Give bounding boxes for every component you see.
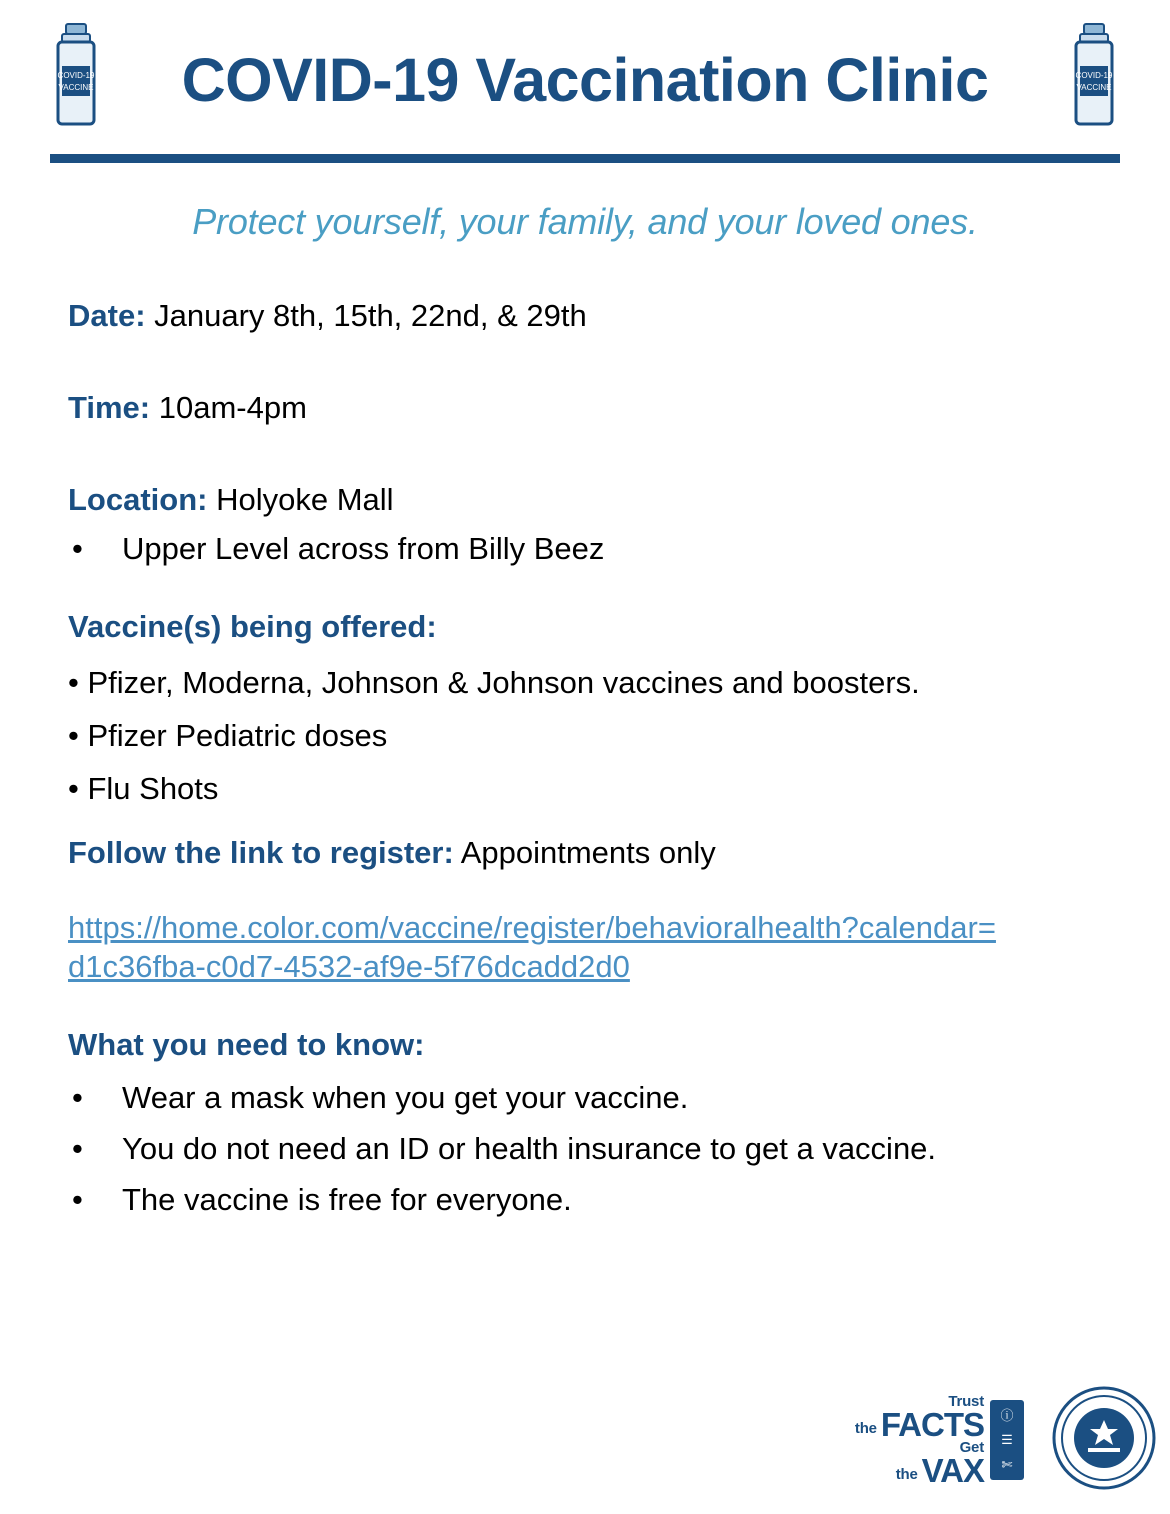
list-item: • Flu Shots: [68, 771, 219, 806]
date-row: [68, 297, 1122, 335]
need-to-know-text: Wear a mask when you get your vaccine.: [122, 1080, 689, 1116]
mask-icon: ☰: [1001, 1432, 1013, 1448]
tagline: Protect yourself, your family, and your loved ones.: [192, 201, 978, 242]
flyer-body: [48, 297, 1122, 1219]
bullet-dot-icon: •: [72, 531, 83, 567]
list-item: [68, 1130, 1122, 1169]
registration-link-continued[interactable]: d1c36fba-c0d7-4532-af9e-5f76dcadd2d0: [68, 949, 630, 985]
registration-link[interactable]: https://home.color.com/vaccine/register/behavioralhealth?calendar=: [68, 909, 996, 945]
facts-logo-text: [855, 1394, 984, 1487]
location-value: Holyoke Mall: [207, 481, 394, 517]
location-label: Location:: [68, 481, 208, 517]
need-to-know-text: You do not need an ID or health insurance to get a vaccine.: [122, 1130, 937, 1166]
massachusetts-state-seal: [1052, 1386, 1156, 1490]
time-row: [68, 389, 1122, 427]
header-divider: [50, 154, 1120, 163]
svg-text:VACCINE: VACCINE: [58, 83, 94, 92]
svg-text:COVID-19: COVID-19: [1075, 71, 1113, 80]
location-row: [68, 481, 1122, 519]
need-to-know-heading: What you need to know:: [68, 1027, 425, 1063]
footer: [0, 1382, 1170, 1492]
vaccine-vial-icon: [48, 22, 104, 130]
time-label: Time:: [68, 389, 151, 425]
info-icon: ⓘ: [1000, 1407, 1014, 1423]
need-to-know-text: The vaccine is free for everyone.: [122, 1181, 572, 1217]
facts-get-text: Get: [959, 1439, 984, 1456]
register-label: Follow the link to register:: [68, 834, 454, 870]
register-value: Appointments only: [453, 834, 716, 870]
register-row: [68, 834, 1122, 872]
list-item: [68, 530, 1122, 569]
syringe-icon: ✄: [1001, 1457, 1013, 1473]
date-value: January 8th, 15th, 22nd, & 29th: [145, 298, 587, 333]
facts-the2-text: the: [895, 1466, 918, 1484]
page-title: COVID-19 Vaccination Clinic: [181, 45, 989, 114]
location-bullet-text: Upper Level across from Billy Beez: [122, 531, 605, 567]
vaccine-vial-icon: [1066, 22, 1122, 130]
bullet-dot-icon: •: [72, 1130, 83, 1166]
list-item: • Pfizer, Moderna, Johnson & Johnson vaccines and boosters.: [68, 665, 920, 701]
facts-vax-text: VAX: [921, 1452, 984, 1489]
header: [48, 0, 1122, 150]
date-label: Date:: [68, 298, 146, 333]
facts-word-text: FACTS: [880, 1405, 984, 1443]
facts-icon-strip: [990, 1400, 1024, 1480]
svg-text:COVID-19: COVID-19: [57, 71, 95, 80]
facts-trust-text: Trust: [948, 1392, 984, 1410]
facts-the-text: the: [854, 1420, 877, 1437]
bullet-dot-icon: •: [72, 1181, 83, 1217]
trust-the-facts-logo: [854, 1392, 1024, 1489]
svg-text:VACCINE: VACCINE: [1076, 83, 1112, 92]
time-value: 10am-4pm: [150, 389, 307, 425]
list-item: [68, 1079, 1122, 1118]
list-item: [68, 1181, 1122, 1220]
bullet-dot-icon: •: [72, 1080, 83, 1116]
vaccines-heading: Vaccine(s) being offered:: [68, 609, 437, 645]
list-item: • Pfizer Pediatric doses: [68, 718, 388, 754]
